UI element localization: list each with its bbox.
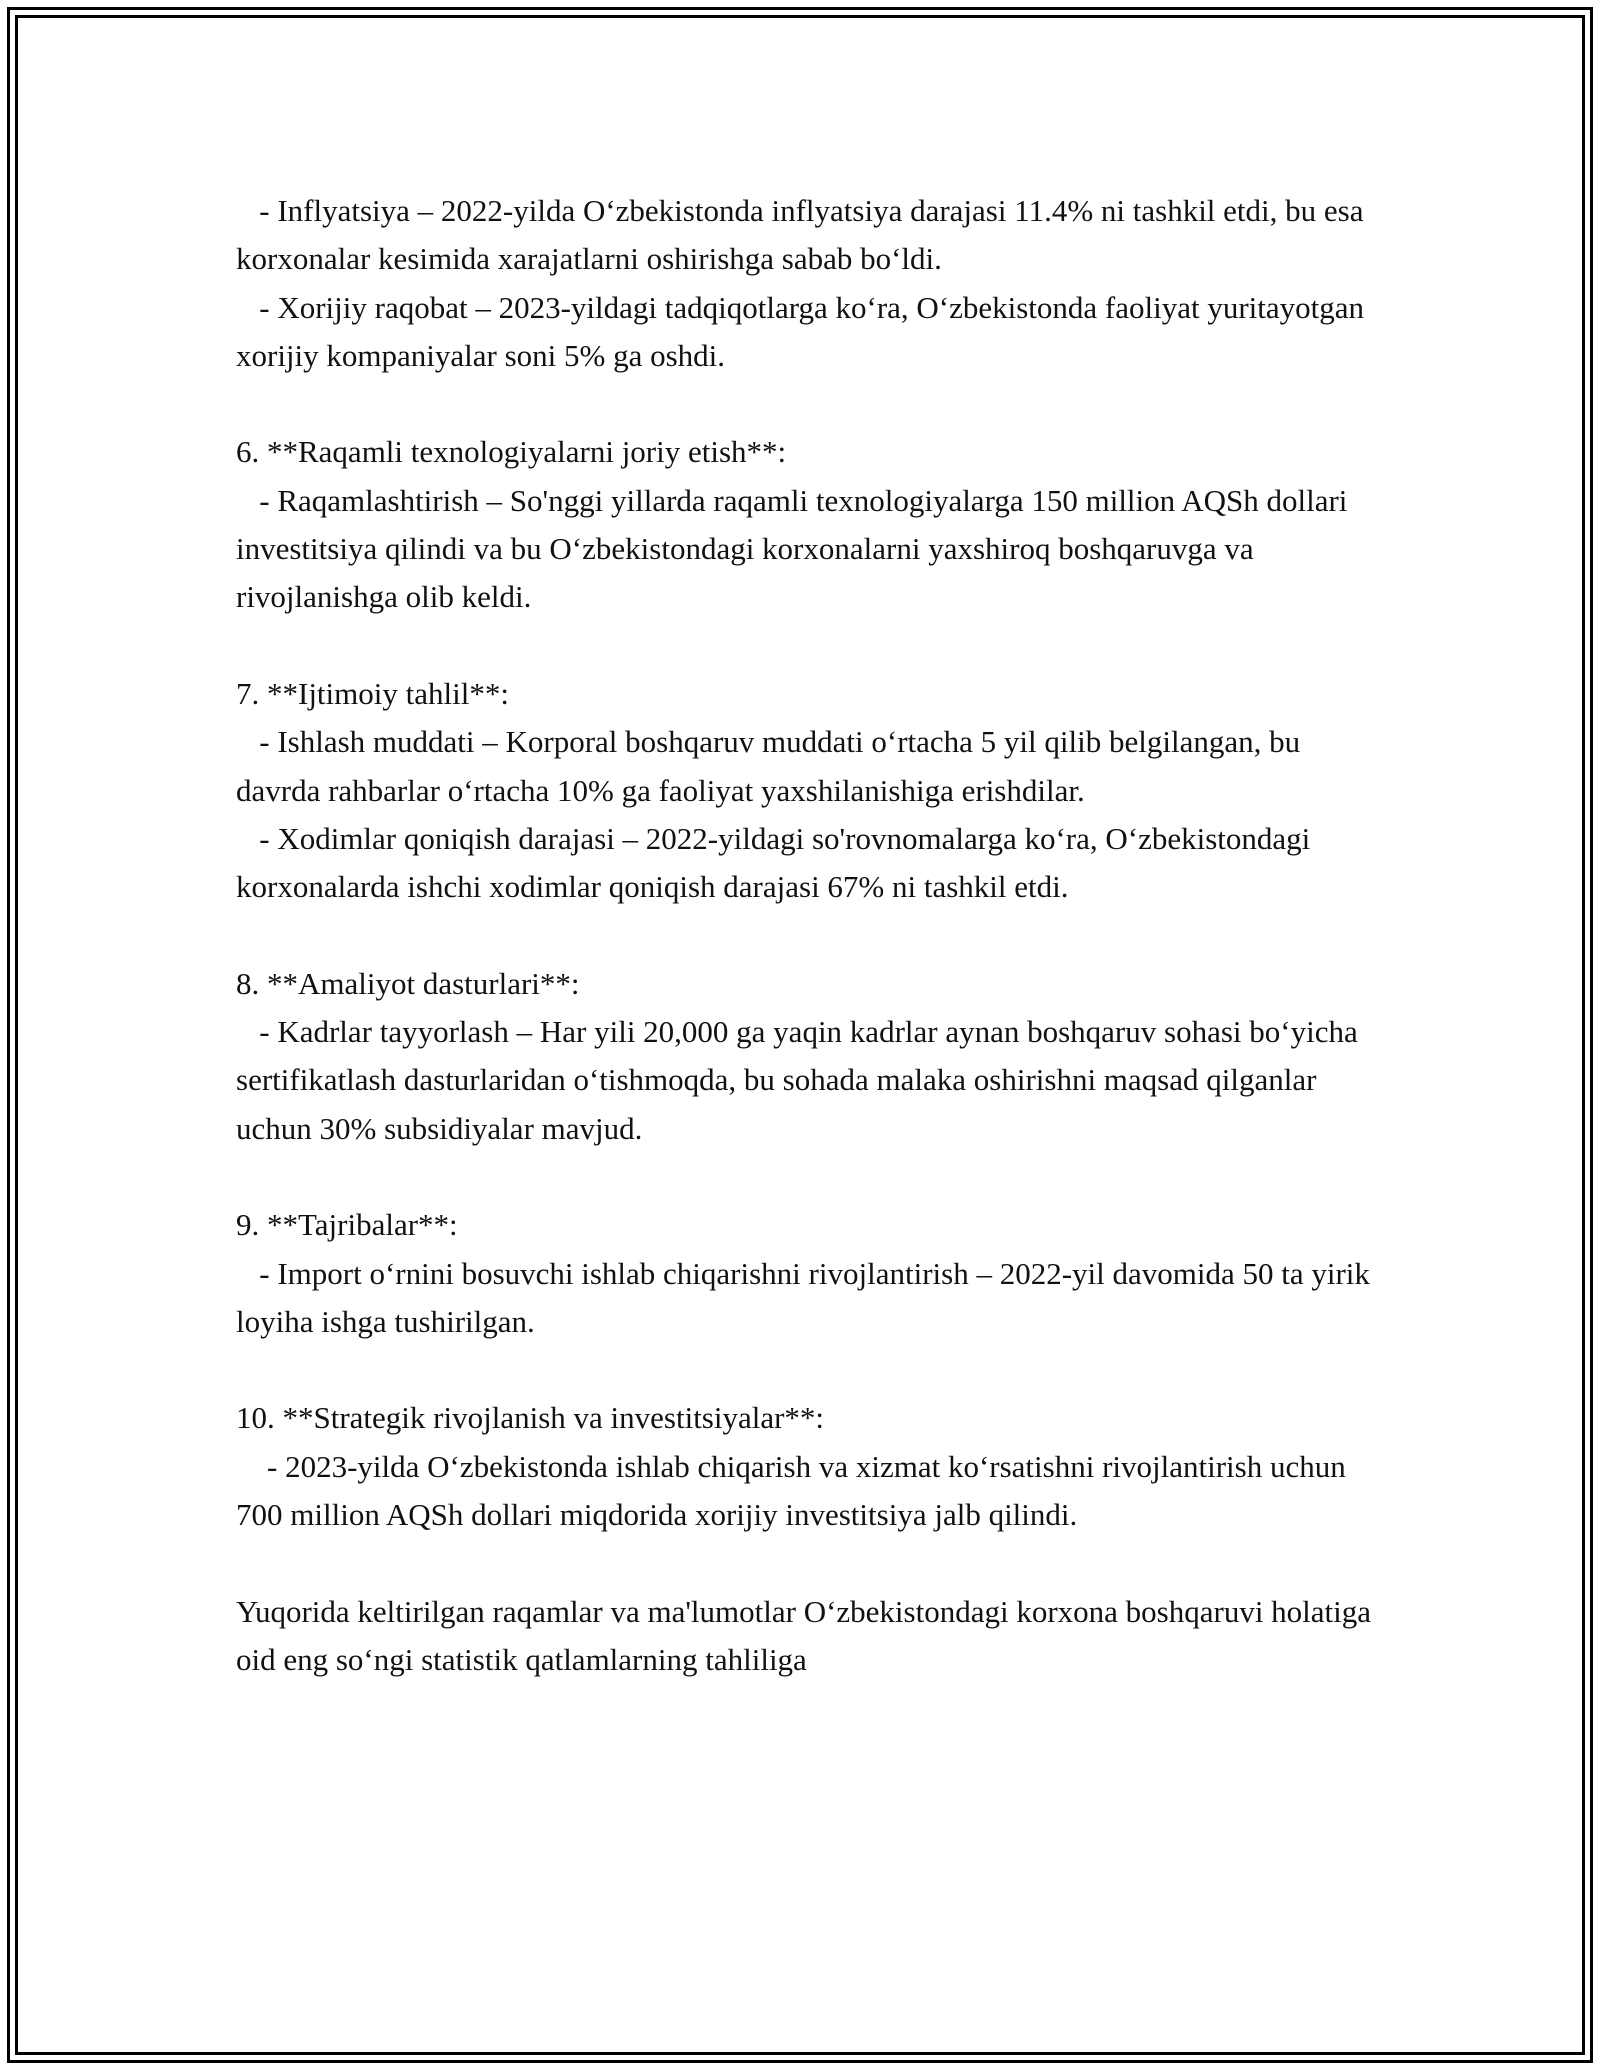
section-heading-7: 7. **Ijtimoiy tahlil**: (236, 675, 509, 711)
paragraph-gap (236, 911, 1386, 959)
document-body (236, 187, 1386, 1684)
bullet-inflation: - Inflyatsiya – 2022-yilda O‘zbekistonda inflyatsiya darajasi 11.4% ni tashkil etdi, bu esa korxonalar kesimida xarajatlarni oshirishga sabab bo‘ldi. (236, 193, 1372, 277)
section-heading-9: 9. **Tajribalar**: (236, 1207, 458, 1243)
closing-paragraph: Yuqorida keltirilgan raqamlar va ma'lumotlar O‘zbekistondagi korxona boshqaruvi holatiga oid eng so‘ngi statistik qatlamlarning tahliliga (236, 1593, 1379, 1677)
bullet-foreign-investment: - 2023-yilda O‘zbekistonda ishlab chiqarish va xizmat ko‘rsatishni rivojlantirish uchun 700 million AQSh dollari miqdorida xorijiy investitsiya jalb qilindi. (236, 1448, 1354, 1533)
section-heading-8: 8. **Amaliyot dasturlari**: (236, 965, 580, 1001)
bullet-foreign-competition: - Xorijiy raqobat – 2023-yildagi tadqiqotlarga ko‘ra, O‘zbekistonda faoliyat yuritayotgan xorijiy kompaniyalar soni 5% ga oshdi. (236, 289, 1372, 373)
paragraph-gap (236, 380, 1386, 428)
paragraph-gap (236, 1539, 1386, 1587)
bullet-import-substitution: - Import o‘rnini bosuvchi ishlab chiqarishni rivojlantirish – 2022-yil davomida 50 ta yirik loyiha ishga tushirilgan. (236, 1255, 1378, 1339)
section-heading-10: 10. **Strategik rivojlanish va investitsiyalar**: (236, 1400, 825, 1436)
bullet-employee-satisfaction: - Xodimlar qoniqish darajasi – 2022-yildagi so'rovnomalarga ko‘ra, O‘zbekistondagi korxonalarda ishchi xodimlar qoniqish darajasi 67% ni tashkil etdi. (236, 820, 1319, 905)
paragraph-gap (236, 622, 1386, 670)
section-heading-6: 6. **Raqamli texnologiyalarni joriy etish**: (236, 434, 787, 470)
paragraph-gap (236, 1346, 1386, 1394)
bullet-work-period: - Ishlash muddati – Korporal boshqaruv muddati o‘rtacha 5 yil qilib belgilangan, bu davrda rahbarlar o‘rtacha 10% ga faoliyat yaxshilanishiga erishdilar. (236, 724, 1308, 808)
bullet-staff-training: - Kadrlar tayyorlash – Har yili 20,000 ga yaqin kadrlar aynan boshqaruv sohasi bo‘yicha sertifikatlash dasturlaridan o‘tishmoqda, bu sohada malaka oshirishni maqsad qilganlar uchun 30% subsidiyalar mavjud. (236, 1014, 1366, 1146)
paragraph-gap (236, 1153, 1386, 1201)
bullet-digitalization: - Raqamlashtirish – So'nggi yillarda raqamli texnologiyalarga 150 million AQSh dollari investitsiya qilindi va bu O‘zbekistondagi korxonalarni yaxshiroq boshqaruvga va rivojlanishga olib keldi. (236, 482, 1356, 615)
